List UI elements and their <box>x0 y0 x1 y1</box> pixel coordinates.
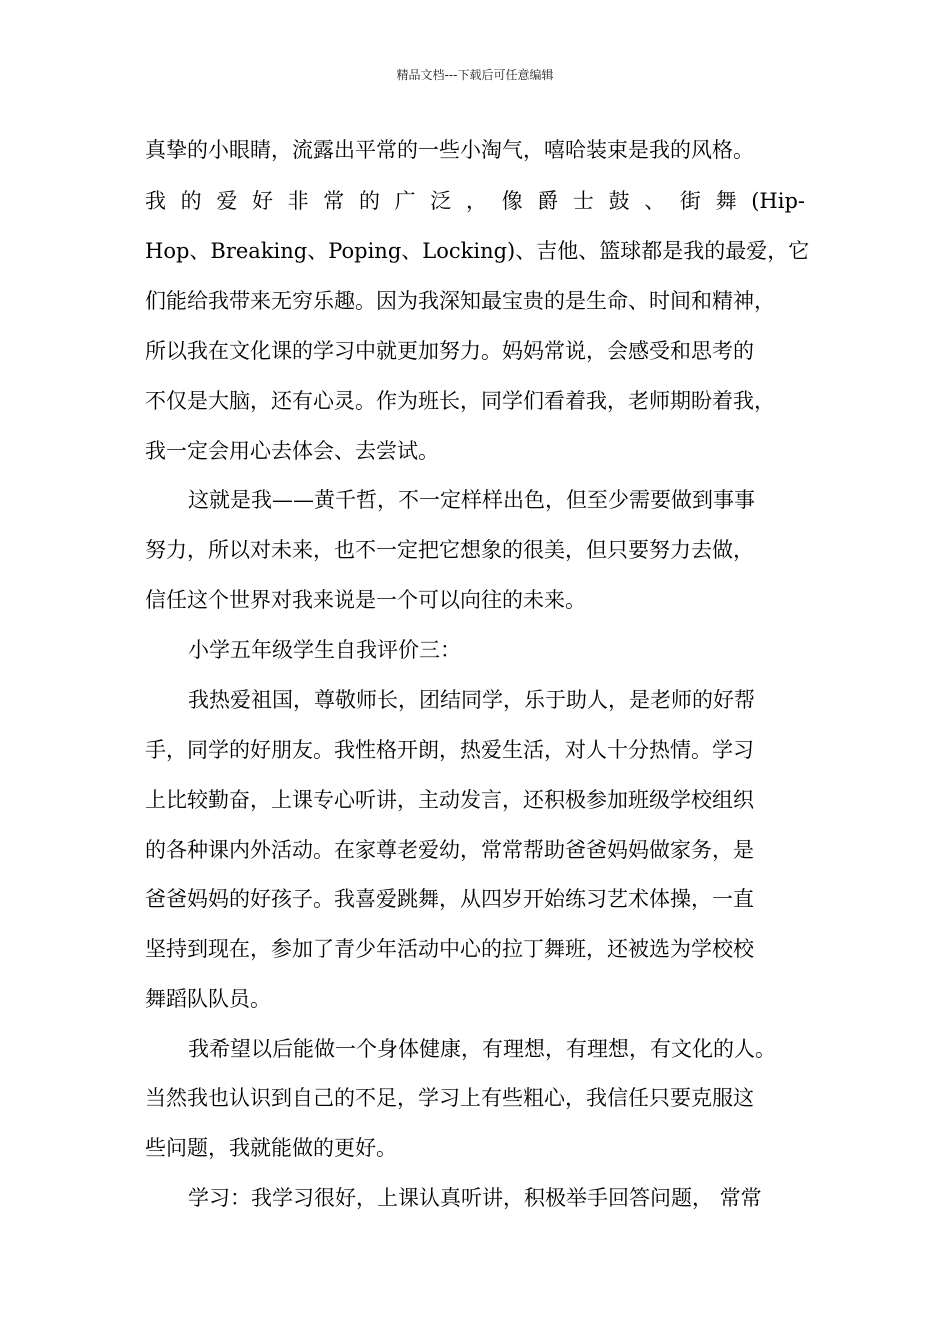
text-line: 爸爸妈妈的好孩子。我喜爱跳舞，从四岁开始练习艺术体操，一直 <box>145 887 754 911</box>
text-line: 些问题，我就能做的更好。 <box>145 1136 397 1160</box>
text-line: 不仅是大脑，还有心灵。作为班长，同学们看着我，老师期盼着我， <box>145 389 775 413</box>
text-line: 手，同学的好朋友。我性格开朗，热爱生活，对人十分热情。学习 <box>145 738 754 762</box>
text-line: 信任这个世界对我来说是一个可以向往的未来。 <box>145 588 586 612</box>
text-line: 坚持到现在，参加了青少年活动中心的拉丁舞班，还被选为学校校 <box>145 937 754 961</box>
text-line: 我一定会用心去体会、去尝试。 <box>145 439 439 463</box>
text-line: 这就是我——黄千哲，不一定样样出色，但至少需要做到事事 <box>188 488 755 512</box>
text-line: 上比较勤奋，上课专心听讲，主动发言，还积极参加班级学校组织 <box>145 788 754 812</box>
text-line: 学习：我学习很好，上课认真听讲，积极举手回答问题， 常常 <box>188 1186 762 1210</box>
text-line: 我希望以后能做一个身体健康，有理想，有理想，有文化的人。 <box>188 1037 776 1061</box>
text-line: Hop、Breaking、Poping、Locking)、吉他、篮球都是我的最爱，它 <box>145 239 810 263</box>
text-line: 的各种课内外活动。在家尊老爱幼，常常帮助爸爸妈妈做家务，是 <box>145 838 754 862</box>
text-line: 我热爱祖国，尊敬师长，团结同学，乐于助人，是老师的好帮 <box>188 688 755 712</box>
text-line: 真挚的小眼睛，流露出平常的一些小淘气，嘻哈装束是我的风格。 <box>145 138 754 162</box>
section-heading: 小学五年级学生自我评价三： <box>188 638 461 662</box>
text-line: 们能给我带来无穷乐趣。因为我深知最宝贵的是生命、时间和精神， <box>145 289 775 313</box>
text-line: 努力，所以对未来，也不一定把它想象的很美，但只要努力去做， <box>145 538 754 562</box>
text-line: 我 的 爱 好 非 常 的 广 泛 ， 像 爵 士 鼓 、 街 舞 (Hip- <box>145 189 805 213</box>
page-header: 精品文档---下载后可任意编辑 <box>396 68 554 82</box>
text-line: 当然我也认识到自己的不足，学习上有些粗心，我信任只要克服这 <box>145 1086 754 1110</box>
text-line: 所以我在文化课的学习中就更加努力。妈妈常说，会感受和思考的 <box>145 339 754 363</box>
text-line: 舞蹈队队员。 <box>145 987 271 1011</box>
